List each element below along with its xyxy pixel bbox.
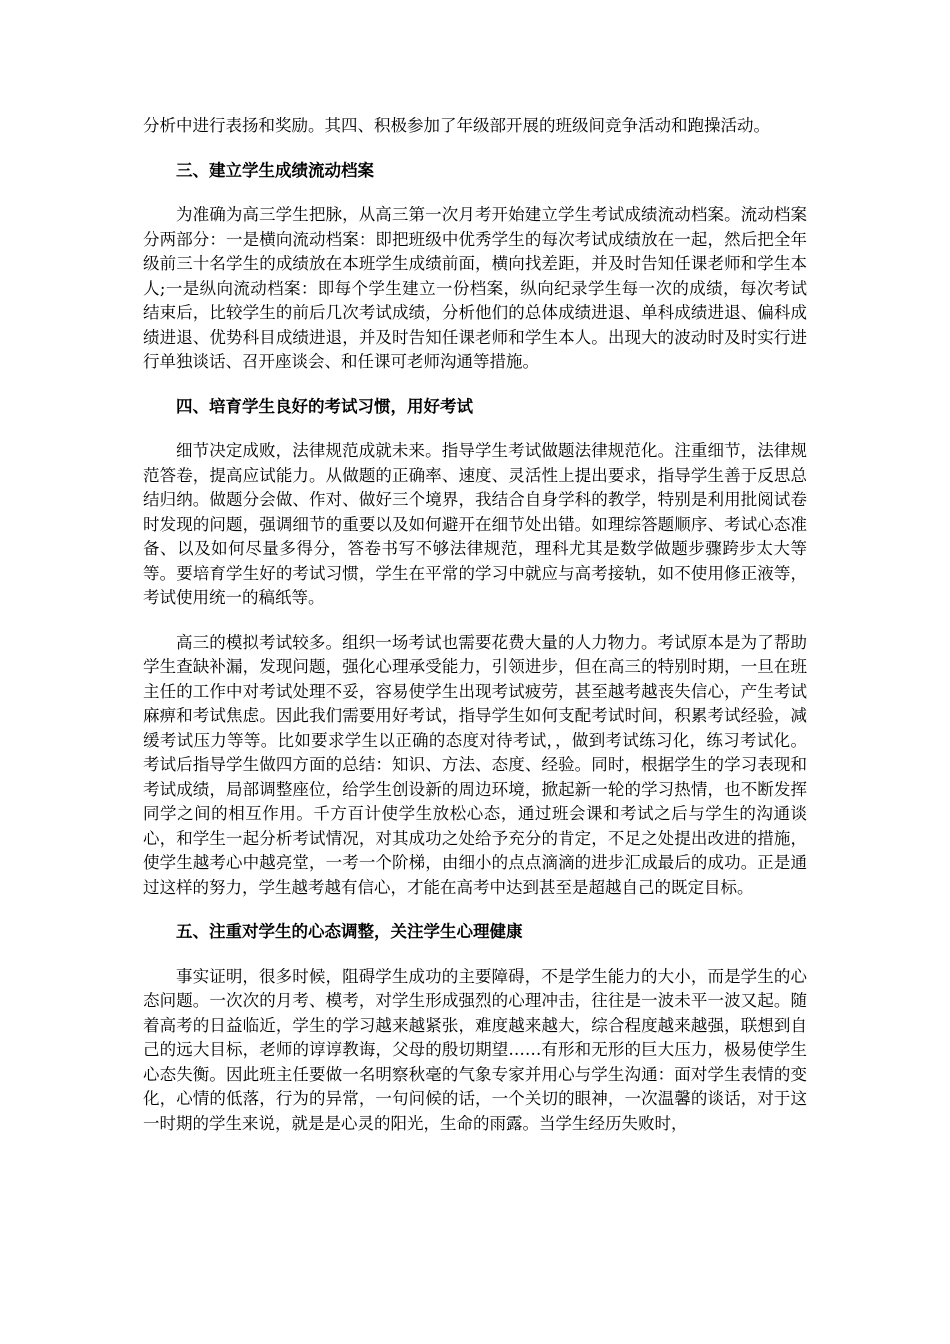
section-heading-4: 四、培育学生良好的考试习惯，用好考试 xyxy=(176,396,473,416)
paragraph-exam-habits: 细节决定成败，法律规范成就未来。指导学生考试做题法律规范化。注重细节，法律规范答卷，提高应试能力。从做题的正确率、速度、灵活性上提出要求，指导学生善于反思总结归纳。做题分会做、作对、做好三个境界，我结合自身学科的教学，特别是利用批阅试卷时发现的问题，强调细节的重要以及如何避开在细节处出错。如理综答题顺序、考试心态准备、以及如何尽量多得分，答卷书写不够法律规范，理科尤其是数学做题步骤跨步太大等等。要培育学生好的考试习惯，学生在平常的学习中就应与高考接轨，如不使用修正液等，考试使用统一的稿纸等。 xyxy=(143,441,807,607)
paragraph-archive: 为准确为高三学生把脉，从高三第一次月考开始建立学生考试成绩流动档案。流动档案分两部分：一是横向流动档案：即把班级中优秀学生的每次考试成绩放在一起，然后把全年级前三十名学生的成绩放在本班学生成绩前面，横向找差距，并及时告知任课老师和学生本人;一是纵向流动档案：即每个学生建立一份档案，纵向纪录学生每一次的成绩，每次考试结束后，比较学生的前后几次考试成绩，分析他们的总体成绩进退、单科成绩进退、偏科成绩进退、优势科目成绩进退，并及时告知任课老师和学生本人。出现大的波动时及时实行进行单独谈话、召开座谈会、和任课可老师沟通等措施。 xyxy=(143,205,807,371)
section-heading-3: 三、建立学生成绩流动档案 xyxy=(176,160,374,180)
spacer xyxy=(143,900,807,920)
spacer xyxy=(143,183,807,203)
spacer xyxy=(143,375,807,395)
spacer xyxy=(143,419,807,439)
spacer xyxy=(143,945,807,965)
spacer xyxy=(143,139,807,159)
document-page xyxy=(143,114,807,1136)
continuation-paragraph: 分析中进行表扬和奖励。其四、积极参加了年级部开展的班级间竞争活动和跑操活动。 xyxy=(143,116,770,135)
section-heading-5: 五、注重对学生的心态调整，关注学生心理健康 xyxy=(176,922,523,941)
paragraph-mental-health: 事实证明，很多时候，阻碍学生成功的主要障碍，不是学生能力的大小，而是学生的心态问题。一次次的月考、模考，对学生形成强烈的心理冲击，往往是一波未平一波又起。随着高考的日益临近，学生的学习越来越紧张，难度越来越大，综合程度越来越强，联想到自己的远大目标，老师的谆谆教诲，父母的殷切期望……有形和无形的巨大压力，极易使学生心态失衡。因此班主任要做一名明察秋毫的气象专家并用心与学生沟通：面对学生表情的变化，心情的低落，行为的异常，一句问候的话，一个关切的眼神，一次温馨的谈话，对于这一时期的学生来说，就是是心灵的阳光，生命的雨露。当学生经历失败时， xyxy=(143,966,807,1133)
paragraph-mock-exams: 高三的模拟考试较多。组织一场考试也需要花费大量的人力物力。考试原本是为了帮助学生查缺补漏，发现问题，强化心理承受能力，引领进步，但在高三的特别时期，一旦在班主任的工作中对考试处理不妥，容易使学生出现考试疲劳，甚至越考越丧失信心，产生考试麻痹和考试焦虑。因此我们需要用好考试，指导学生如何支配考试时间，积累考试经验，减缓考试压力等等。比如要求学生以正确的态度对待考试，，做到考试练习化，练习考试化。考试后指导学生做四方面的总结：知识、方法、态度、经验。同时，根据学生的学习表现和考试成绩，局部调整座位，给学生创设新的周边环境，掀起新一轮的学习热情，也不断发挥同学之间的相互作用。千方百计使学生放松心态，通过班会课和考试之后与学生的沟通谈心，和学生一起分析考试情况，对其成功之处给予充分的肯定，不足之处提出改进的措施，使学生越考心中越亮堂，一考一个阶梯，由细小的点点滴滴的进步汇成最后的成功。正是通过这样的努力，学生越考越有信心，才能在高考中达到甚至是超越自己的既定目标。 xyxy=(143,632,807,897)
spacer xyxy=(143,611,807,631)
